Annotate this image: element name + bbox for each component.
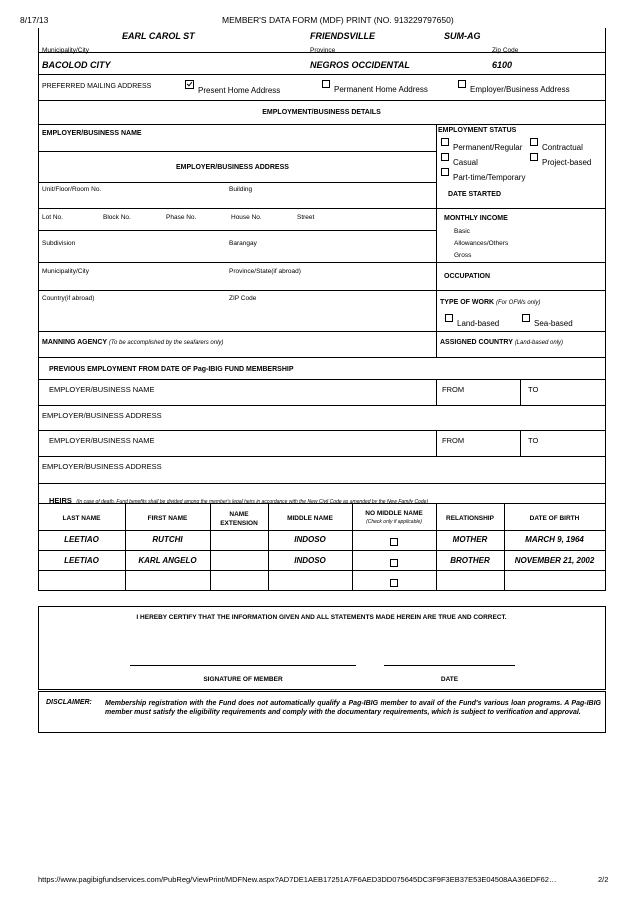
date-line [384,665,515,666]
occupation-label: OCCUPATION [444,273,491,280]
employment-section-title: EMPLOYMENT/BUSINESS DETAILS [262,109,381,116]
checkbox-icon [441,168,449,176]
municipality-label: Municipality/City [42,268,89,275]
assigned-country-title: ASSIGNED COUNTRY [440,339,513,346]
heirs-title-row [49,490,428,508]
certify-text: I HEREBY CERTIFY THAT THE INFORMATION GIVEN AND ALL STATEMENTS MADE HEREIN ARE TRUE AND CORRECT. [136,614,507,621]
checkbox-icon [530,138,538,146]
manning-agency-label [42,339,223,346]
employer-name-label: EMPLOYER/BUSINESS NAME [42,130,142,137]
street-label: Street [297,214,315,221]
checkbox-checked-icon [185,80,194,89]
heir-2-last: LEETIAO [64,556,99,565]
type-of-work-note: (For OFWs only) [496,300,541,306]
status-casual-option[interactable] [441,153,478,167]
heirs-title: HEIRS [49,496,72,505]
divider [436,430,437,456]
subdivision-label: Subdivision [42,240,76,247]
prev-to-label-1: TO [528,385,539,394]
divider [38,262,605,263]
mailing-permanent-label: Permanent Home Address [334,85,428,94]
zip-label: Zip Code [492,47,519,54]
checkbox-icon [445,314,453,322]
checkbox-icon [441,138,449,146]
divider [38,530,605,531]
checkbox-icon [322,80,330,88]
date-started-label: DATE STARTED [448,191,502,198]
heir-1-relationship: MOTHER [452,535,488,544]
barangay-label: Barangay [229,240,257,247]
divider [38,503,605,504]
heir-2-relationship: BROTHER [450,556,490,565]
divider [436,379,437,405]
checkbox-icon [390,538,398,546]
heirs-col-first: FIRST NAME [147,515,188,522]
subdivision-value: FRIENDSVILLE [310,31,376,41]
heirs-col-dob: DATE OF BIRTH [529,515,580,522]
prev-from-label-1: FROM [442,385,465,394]
checkbox-icon [458,80,466,88]
print-date: 8/17/13 [20,15,49,25]
prev-employer-name-label-1: EMPLOYER/BUSINESS NAME [49,385,155,394]
divider [38,357,605,358]
mailing-present-option[interactable] [185,80,281,95]
heir-2-dob: NOVEMBER 21, 2002 [514,556,595,565]
heirs-col-no-middle: NO MIDDLE NAME [365,510,423,517]
checkbox-icon [441,153,449,161]
prev-from-label-2: FROM [442,436,465,445]
building-label: Building [229,186,253,193]
street-value: EARL CAROL ST [122,31,195,41]
province-label: Province [310,47,336,54]
divider [38,290,605,291]
date-label: DATE [440,676,459,683]
footer-url[interactable]: https://www.pagibigfundservices.com/PubReg/ViewPrint/MDFNew.aspx?AD7DE1AEB17251A7F6AED3DD075645DC3F9F3EB37E53E04508AA36EDF62… [38,875,557,884]
heirs-col-last: LAST NAME [62,515,101,522]
status-parttime-option[interactable] [441,168,526,182]
divider [38,590,605,591]
status-project-option[interactable] [530,153,592,167]
divider [38,124,605,125]
type-of-work-label [440,299,540,306]
heirs-note: (In case of death, Fund benefits shall be divided among the member's legal heirs in accordance with the New Civil Code as amended by the New Family Code) [76,499,429,505]
disclaimer-label: DISCLAIMER: [46,699,92,706]
phase-label: Phase No. [166,214,197,221]
divider [38,230,436,231]
divider [38,405,605,406]
checkbox-icon [530,153,538,161]
heirs-col-ext: NAME EXTENSION [220,511,258,527]
divider [38,550,605,551]
prev-employer-address-label-2: EMPLOYER/BUSINESS ADDRESS [42,462,162,471]
divider [520,430,521,456]
disclaimer-text: Membership registration with the Fund does not automatically qualify a Pag-IBIG member to avail of the Fund's various loan programs. A Pag-IBIG member must satisfy the eligibility requirements and comply with the documentary requirements, which is subject to verification and approval. [105,700,601,716]
municipality-label: Municipality/City [42,47,89,54]
mailing-employer-label: Employer/Business Address [470,85,570,94]
status-project-label: Project-based [542,158,592,167]
status-permanent-label: Permanent/Regular [453,143,523,152]
signature-line [130,665,356,666]
previous-employment-title: PREVIOUS EMPLOYMENT FROM DATE OF Pag-IBIG FUND MEMBERSHIP [49,366,294,373]
page-title: MEMBER'S DATA FORM (MDF) PRINT (NO. 913229797650) [222,15,454,25]
divider [38,570,605,571]
heir-1-first: RUTCHI [152,535,183,544]
allowances-label: Allowances/Others [454,240,509,247]
checkbox-icon [522,314,530,322]
lot-label: Lot No. [42,214,63,221]
mailing-permanent-option[interactable] [322,80,428,94]
mailing-present-label: Present Home Address [198,86,281,95]
divider [38,151,436,152]
house-label: House No. [231,214,262,221]
prev-employer-address-label-1: EMPLOYER/BUSINESS ADDRESS [42,411,162,420]
zip-value: 6100 [492,60,513,70]
divider [38,182,436,183]
mailing-employer-option[interactable] [458,80,570,94]
manning-note: (To be accomplished by the seafarers only) [108,340,224,346]
heirs-col-relationship: RELATIONSHIP [446,515,494,522]
province-label: Province/State(if abroad) [229,268,301,275]
municipality-value: BACOLOD CITY [42,60,111,70]
mailing-label: PREFERRED MAILING ADDRESS [42,83,152,90]
status-parttime-label: Part-time/Temporary [453,173,526,182]
heirs-col-no-middle-note: (Check only if applicable) [366,519,422,525]
divider [38,208,605,209]
divider [38,74,605,75]
status-contractual-option[interactable] [530,138,583,152]
heir-2-middle: INDOSO [294,556,326,565]
monthly-income-label: MONTHLY INCOME [444,215,508,222]
divider [38,331,605,332]
heirs-col-middle: MIDDLE NAME [287,515,333,522]
prev-employer-name-label-2: EMPLOYER/BUSINESS NAME [49,436,155,445]
heir-1-dob: MARCH 9, 1964 [525,535,584,544]
employer-address-label: EMPLOYER/BUSINESS ADDRESS [176,164,289,171]
checkbox-icon [390,559,398,567]
heir-1-last: LEETIAO [64,535,99,544]
form-right-border [605,28,606,591]
heir-2-first: KARL ANGELO [138,556,197,565]
zip-code-label: ZIP Code [229,295,257,302]
land-based-option[interactable] [445,314,500,328]
divider [38,483,605,484]
divider [38,100,605,101]
sea-based-option[interactable] [522,314,573,328]
status-permanent-option[interactable] [441,138,523,152]
type-of-work-title: TYPE OF WORK [440,299,495,306]
signature-label: SIGNATURE OF MEMBER [203,676,283,683]
status-casual-label: Casual [453,158,478,167]
employment-status-label: EMPLOYMENT STATUS [438,127,517,134]
block-label: Block No. [103,214,131,221]
manning-title: MANNING AGENCY [42,339,107,346]
gross-label: Gross [454,252,472,259]
footer-page: 2/2 [598,875,609,884]
prev-to-label-2: TO [528,436,539,445]
assigned-country-label [440,339,563,346]
province-value: NEGROS OCCIDENTAL [310,60,410,70]
unit-label: Unit/Floor/Room No. [42,186,102,193]
divider [436,124,437,357]
heir-1-middle: INDOSO [294,535,326,544]
status-contractual-label: Contractual [542,143,583,152]
divider [38,456,605,457]
assigned-country-note: (Land-based only) [514,340,564,346]
divider [520,379,521,405]
basic-label: Basic [454,228,470,235]
barangay-value: SUM-AG [444,31,481,41]
land-based-label: Land-based [457,319,500,328]
sea-based-label: Sea-based [534,319,573,328]
country-label: Country(if abroad) [42,295,95,302]
checkbox-icon [390,579,398,587]
